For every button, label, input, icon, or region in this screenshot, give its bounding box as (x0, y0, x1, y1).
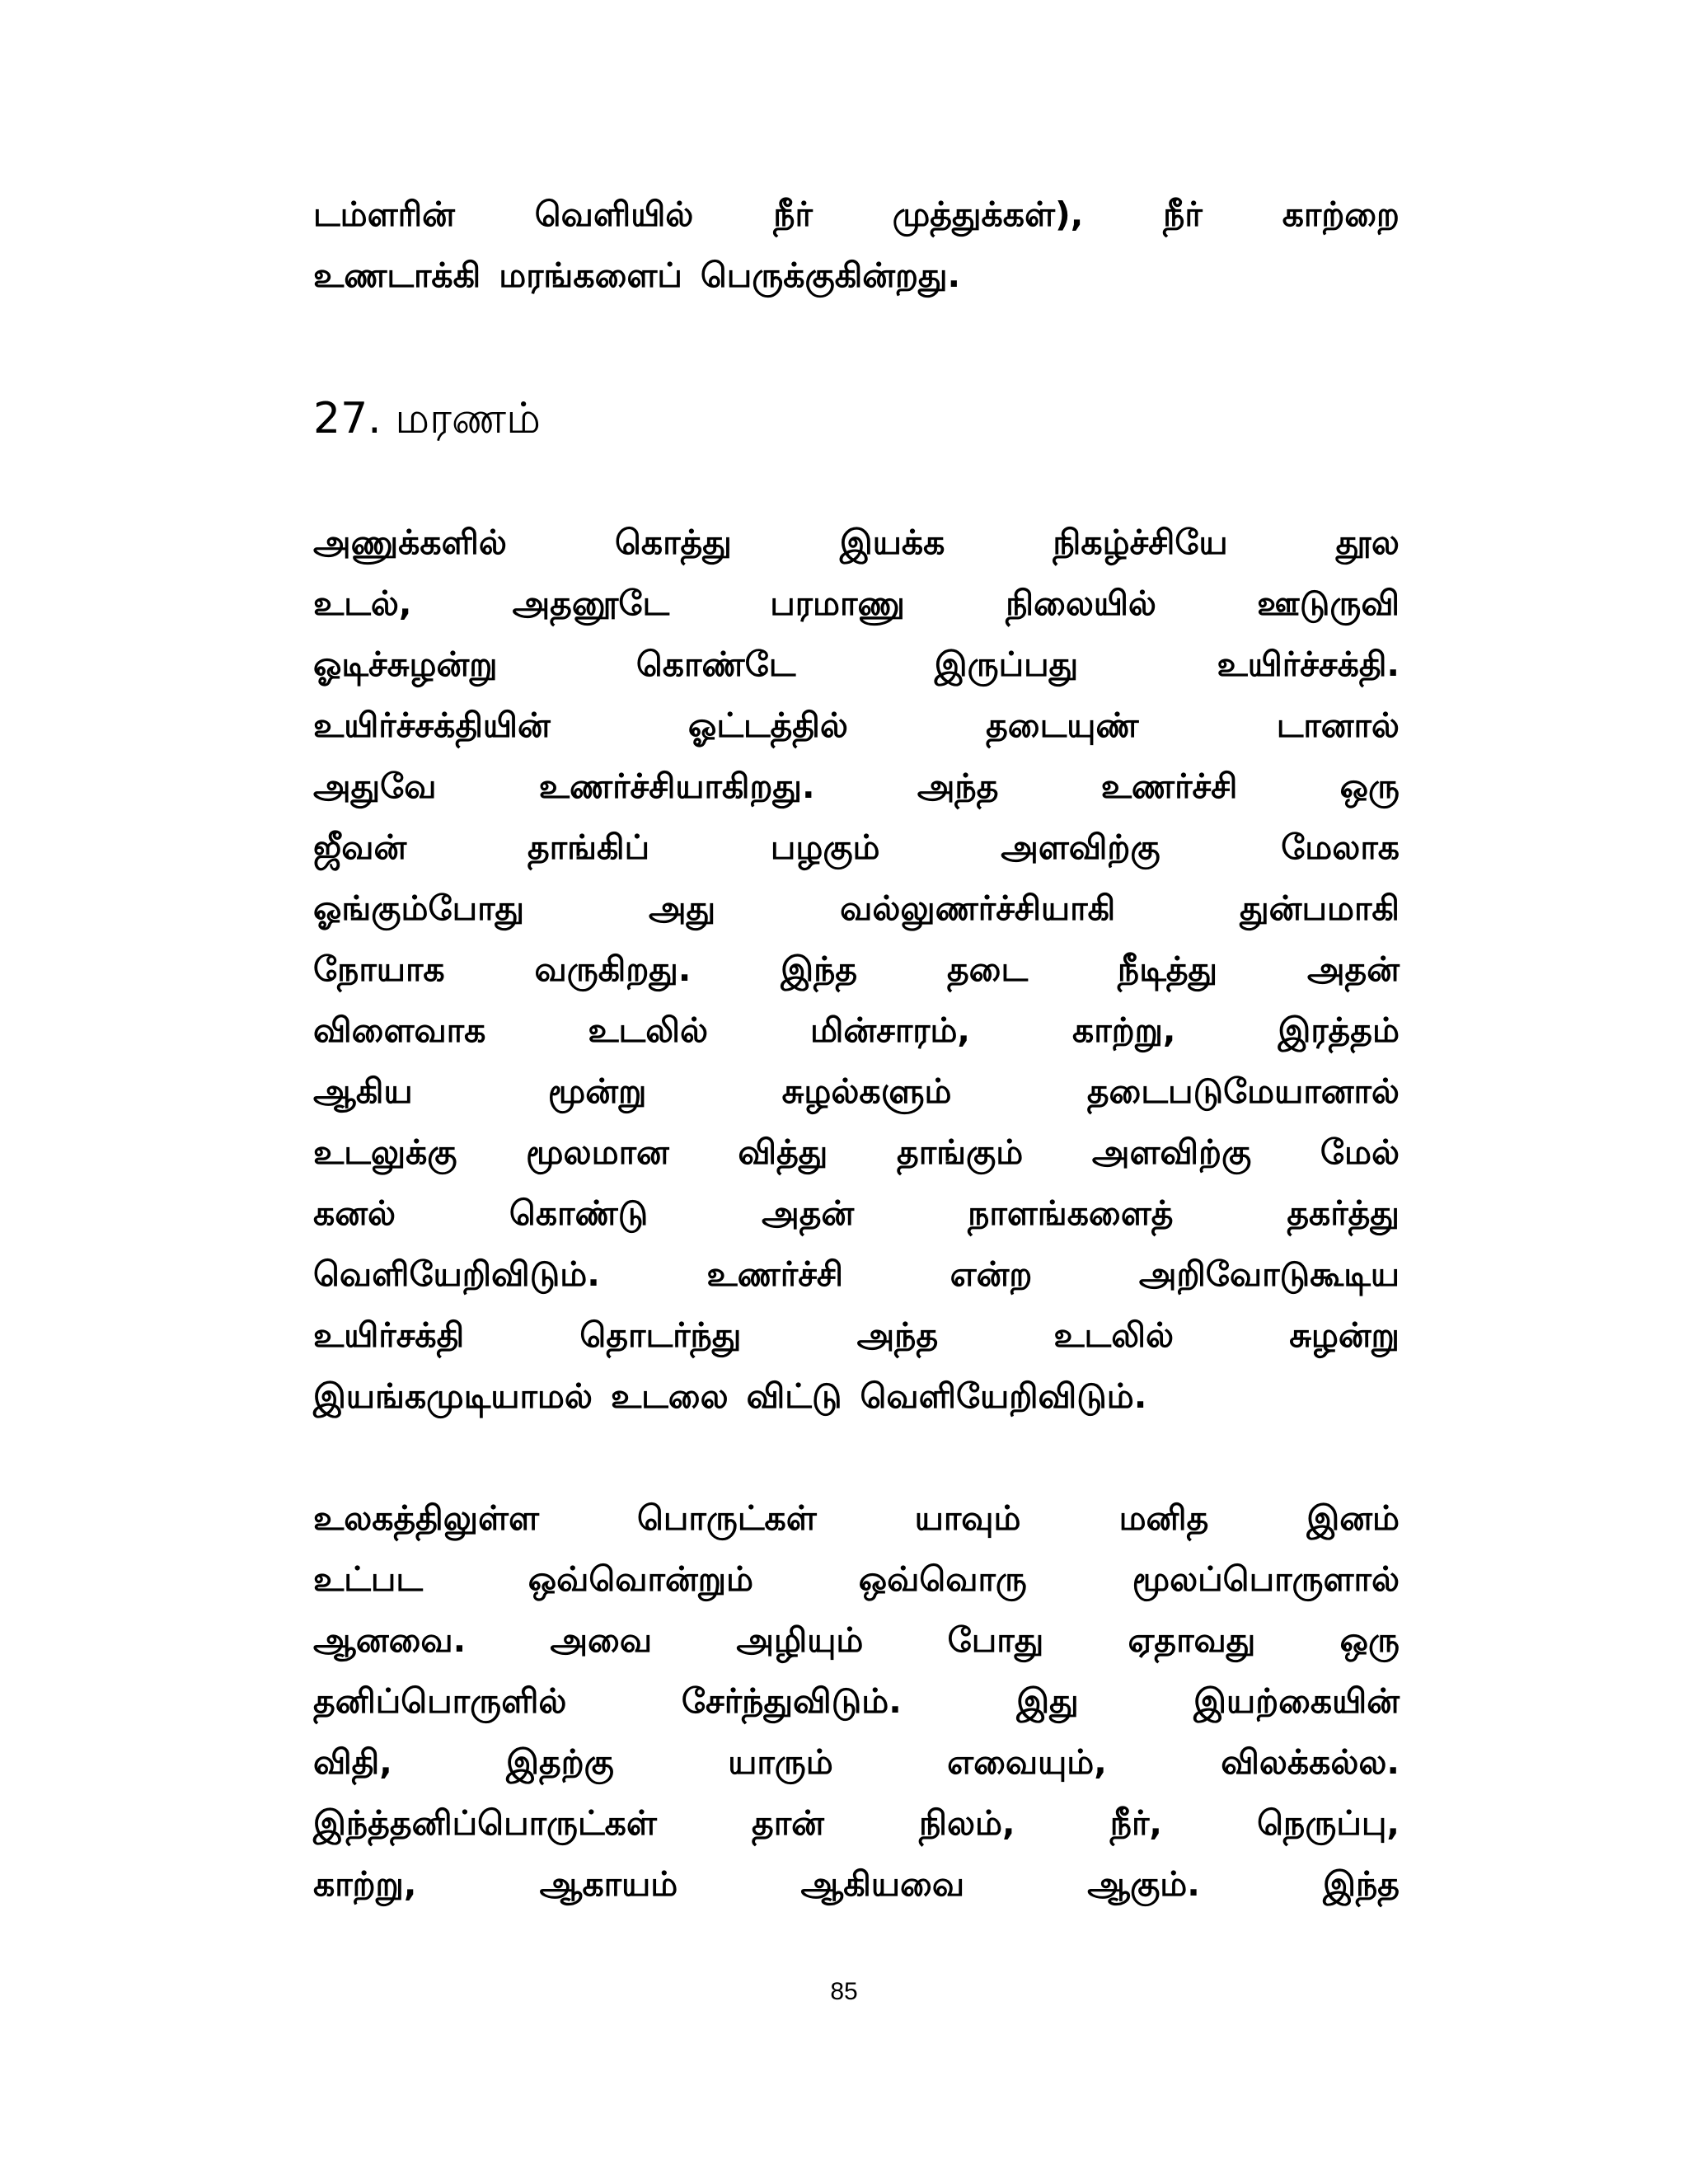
word: சுழன்று (1289, 1315, 1400, 1355)
word: தடைபடுமேயானால் (1086, 1071, 1400, 1111)
word: வித்து (738, 1132, 828, 1172)
word: இருப்பது (934, 644, 1079, 684)
word: ஜீவன் (313, 827, 407, 867)
word: அணுக்களில் (313, 523, 507, 562)
word: மேல் (1320, 1132, 1400, 1172)
text-line (313, 1132, 1400, 1193)
text-line (313, 1254, 1400, 1315)
text-line (313, 766, 1400, 827)
word: தாங்கும் (896, 1132, 1024, 1172)
word: ஆனவை. (313, 1620, 467, 1660)
word: ஒரு (1339, 1620, 1400, 1660)
word: மின்சாரம், (810, 1010, 971, 1050)
word: தான் (752, 1803, 824, 1843)
word: டானால் (1276, 705, 1400, 745)
text-line (313, 1315, 1400, 1376)
word: அதன் (1306, 949, 1400, 989)
word: சேர்ந்துவிடும். (681, 1681, 902, 1721)
word: உயிர்ச்சக்தியின் (313, 705, 551, 745)
word: இரத்தம் (1278, 1010, 1400, 1050)
word: தாங்கிப் (527, 827, 650, 867)
word: விட்டு (746, 1376, 842, 1416)
word: போது (947, 1620, 1044, 1660)
word: மேலாக (1281, 827, 1400, 867)
word: தகர்த்து (1287, 1193, 1400, 1233)
text-line (313, 1071, 1400, 1132)
word: நோயாக (313, 949, 445, 989)
text-line (313, 1864, 1400, 1925)
word: அது (649, 888, 716, 928)
word: மூலமான (526, 1132, 669, 1172)
word: நிலையில் (1006, 583, 1156, 623)
word: ஓட்டத்தில் (687, 705, 848, 745)
word: உடல், (313, 583, 412, 623)
word: யாரும் (728, 1742, 833, 1782)
text-line (313, 583, 1400, 644)
word: உலகத்திலுள்ள (313, 1498, 539, 1538)
word: எவையும், (947, 1742, 1107, 1782)
word: உயிர்ச்சக்தி. (1217, 644, 1400, 684)
text-line (313, 1681, 1400, 1742)
word: ஆகும். (1087, 1864, 1200, 1904)
text-line (313, 523, 1400, 583)
word: டம்ளரின் (313, 194, 455, 234)
word: இதற்கு (506, 1742, 614, 1782)
text-line (313, 1376, 1400, 1437)
word: வெளியேறிவிடும். (313, 1254, 600, 1294)
word: யாவும் (914, 1498, 1021, 1538)
word: அதனூடே (512, 583, 670, 623)
word: வல்லுணர்ச்சியாகி (840, 888, 1116, 928)
word: கொத்து (614, 523, 732, 562)
text-line (313, 255, 1400, 316)
word: கொண்டே (635, 644, 796, 684)
word: இந்த்தனிப்பொருட்கள் (313, 1803, 657, 1843)
word: நீடித்து (1117, 949, 1218, 989)
word: உடலில் (1053, 1315, 1174, 1355)
text-line (313, 1620, 1400, 1681)
word: ஓடிச்சுழன்று (313, 644, 498, 684)
word: ஓங்கும்போது (313, 888, 525, 928)
word: இயக்க (839, 523, 945, 562)
word: உட்பட (313, 1559, 423, 1599)
word: தடை (946, 949, 1029, 989)
word: காற்றை (1282, 194, 1400, 234)
word: பொருட்கள் (637, 1498, 817, 1538)
word: நீர் (1163, 194, 1203, 234)
word: விதி, (313, 1742, 392, 1782)
word: ஒவ்வொன்றும் (528, 1559, 753, 1599)
word: முத்துக்கள்), (892, 194, 1084, 234)
word: அளவிற்கு (1001, 827, 1160, 867)
word: உணர்ச்சி (1100, 766, 1238, 806)
word: நிலம், (919, 1803, 1015, 1843)
word: உணர்ச்சி (706, 1254, 844, 1294)
text-line (313, 1803, 1400, 1864)
word: தடையுண் (986, 705, 1139, 745)
word: கனல் (313, 1193, 396, 1233)
word: ஆகியவை (800, 1864, 965, 1904)
text-line (313, 949, 1400, 1010)
word: தொடர்ந்து (579, 1315, 742, 1355)
word: மூன்று (547, 1071, 647, 1111)
word: வருகிறது. (534, 949, 692, 989)
paragraph-2 (313, 1498, 1400, 1925)
text-line (313, 1498, 1400, 1559)
word: அளவிற்கு (1091, 1132, 1252, 1172)
word: மூலப்பொருளால் (1132, 1559, 1400, 1599)
word: ஒரு (1339, 766, 1400, 806)
text-line (313, 888, 1400, 949)
word: வெளியில் (534, 194, 694, 234)
text-line (313, 1193, 1400, 1254)
text-line (313, 644, 1400, 705)
word: காற்று, (1072, 1010, 1176, 1050)
word: என்ற (950, 1254, 1033, 1294)
word: பரமாணு (770, 583, 905, 623)
word: உடலுக்கு (313, 1132, 457, 1172)
word: இனம் (1306, 1498, 1400, 1538)
word: அதன் (762, 1193, 855, 1233)
word: ஏதாவது (1128, 1620, 1256, 1660)
word: இயங்கமுடியாமல் (313, 1376, 593, 1416)
section-heading: 27. மரணம் (313, 394, 541, 443)
word: அதுவே (313, 766, 437, 806)
word: நெருப்பு, (1257, 1803, 1400, 1843)
intro-text (313, 194, 1400, 316)
word: இந்த (781, 949, 858, 989)
word: கொண்டு (509, 1193, 649, 1233)
word: ஆகிய (313, 1071, 413, 1111)
word: தனிப்பொருளில் (313, 1681, 567, 1721)
word: அவை (550, 1620, 653, 1660)
word: அந்த (917, 766, 999, 806)
word: பெருக்குகின்றது. (700, 255, 961, 295)
word: துன்பமாகி (1240, 888, 1400, 928)
word: நீர் (773, 194, 813, 234)
word: பழகும் (770, 827, 880, 867)
text-line (313, 194, 1400, 255)
word: வெளியேறிவிடும். (860, 1376, 1147, 1416)
word: விலக்கல்ல. (1221, 1742, 1400, 1782)
word: உணர்ச்சியாகிறது. (538, 766, 815, 806)
word: தூல (1335, 523, 1400, 562)
word: மரங்களைப் (499, 255, 682, 295)
word: ஆகாயம் (539, 1864, 678, 1904)
word: நீர், (1109, 1803, 1162, 1843)
word: நிகழ்ச்சியே (1053, 523, 1228, 562)
text-line (313, 1010, 1400, 1071)
word: இந்த (1323, 1864, 1400, 1904)
word: உயிர்சக்தி (313, 1315, 465, 1355)
word: உடலை (610, 1376, 729, 1416)
word: அழியும் (736, 1620, 864, 1660)
paragraph-1 (313, 523, 1400, 1437)
text-line (313, 1559, 1400, 1620)
word: ஒவ்வொரு (858, 1559, 1027, 1599)
word: ஊடுருவி (1257, 583, 1400, 623)
word: நாளங்களைத் (968, 1193, 1174, 1233)
word: இது (1016, 1681, 1079, 1721)
text-line (313, 827, 1400, 888)
word: அந்த (856, 1315, 939, 1355)
word: உடலில் (588, 1010, 708, 1050)
word: அறிவோடுகூடிய (1138, 1254, 1400, 1294)
word: காற்று, (313, 1864, 417, 1904)
page-number: 85 (830, 1978, 858, 2005)
text-line (313, 1742, 1400, 1803)
word: சுழல்களும் (781, 1071, 952, 1111)
word: இயற்கையின் (1193, 1681, 1400, 1721)
word: மனித (1118, 1498, 1209, 1538)
word: உணடாக்கி (313, 255, 481, 295)
text-line (313, 705, 1400, 766)
word: விளைவாக (313, 1010, 486, 1050)
